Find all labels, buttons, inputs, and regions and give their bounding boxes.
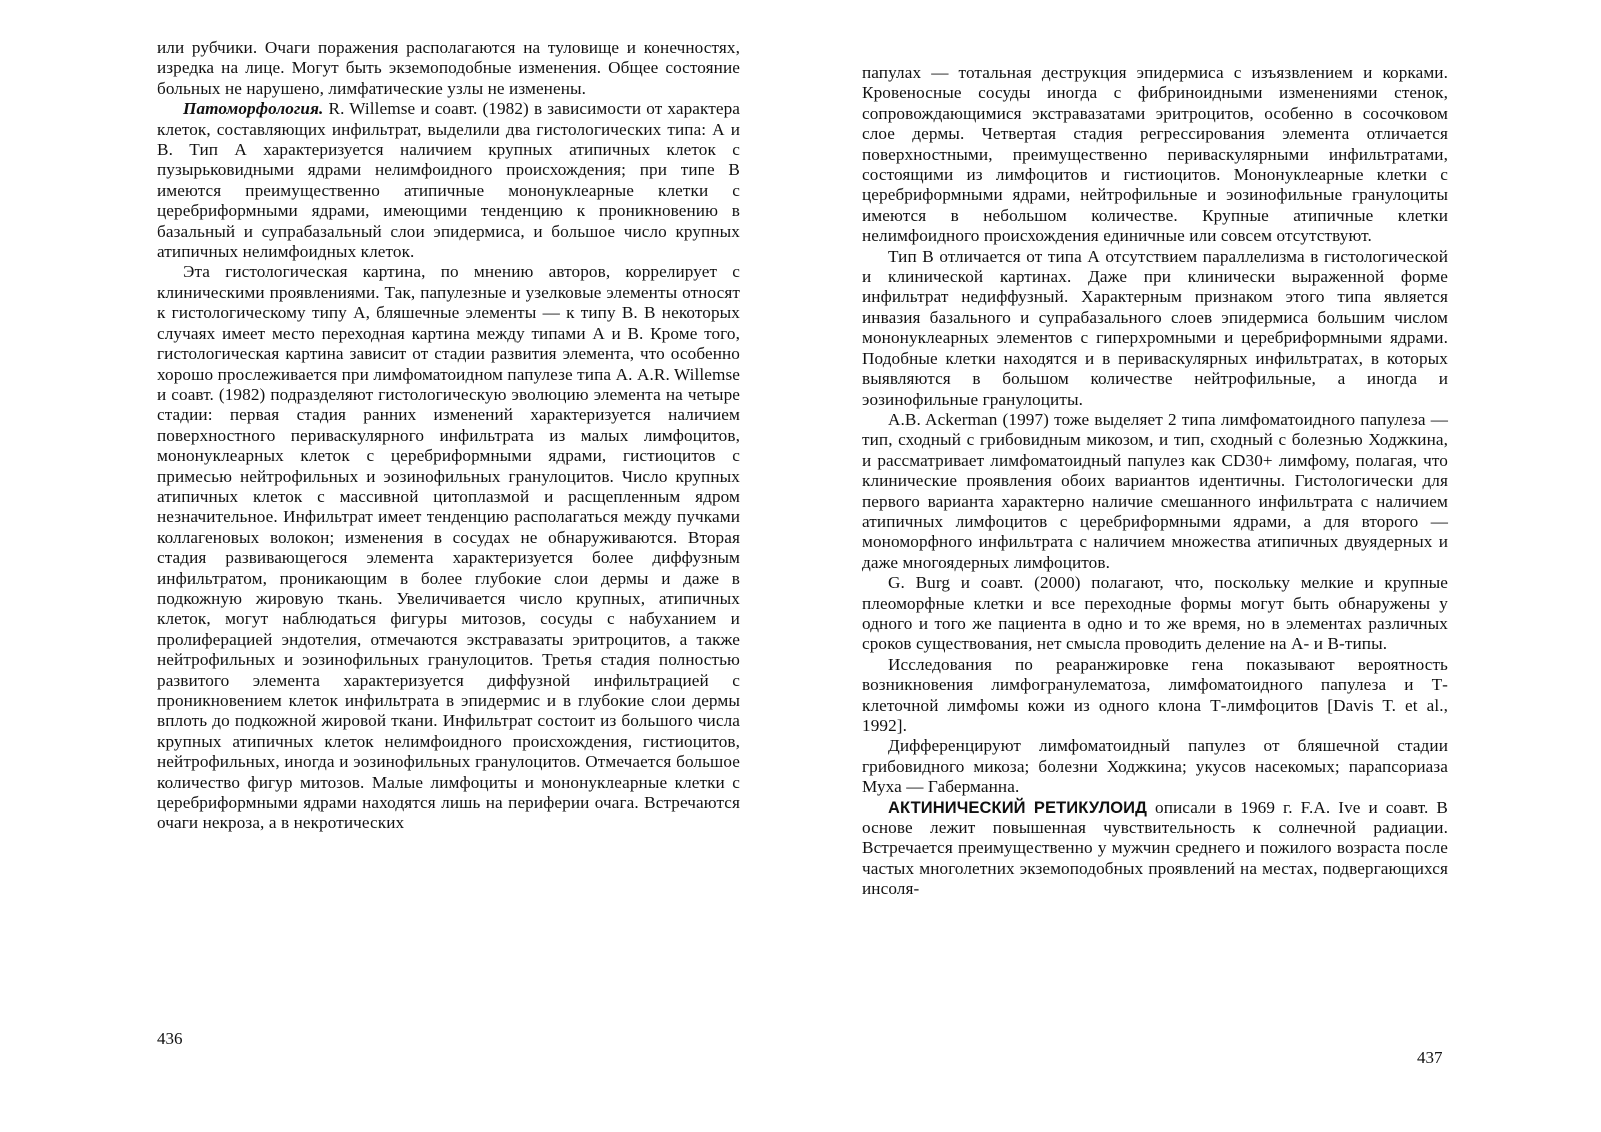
right-paragraph-2: Тип В отличается от типа А отсутствием параллелизма в гистологической и клинической картинах. Даже при клинически выраженной форме инфильтрат недиффузный. Характерным признаком этого типа является инвазия базального и супрабазального слоев эпидермиса большим числом мононуклеарных элементов с гиперхромными и церебриформными ядрами. Подобные клетки находятся и в периваскулярных инфильтратах, в которых выявляются в большом количестве нейтрофильные, а иногда и эозинофильные гранулоциты. <box>862 246 1448 409</box>
left-paragraph-1: или рубчики. Очаги поражения располагаются на туловище и конечностях, изредка на лице. Могут быть экземоподобные изменения. Общее состояние больных не нарушено, лимфатические узлы не изменены. <box>157 38 740 98</box>
section-heading-actinic-reticuloid: АКТИНИЧЕСКИЙ РЕТИКУЛОИД <box>888 798 1147 817</box>
right-paragraph-3: A.B. Ackerman (1997) тоже выделяет 2 типа лимфоматоидного папулеза — тип, сходный с грибовидным микозом, и тип, сходный с болезнью Ходжкина, и рассматривает лимфоматоидный папулез как CD30+ лимфому, полагая, что клинические проявления обоих вариантов идентичны. Гистологически для первого варианта характерно наличие смешанного инфильтрата с наличием атипичных лимфоцитов с церебриформными ядрами, а для второго — мономорфного инфильтрата с наличием множества атипичных двуядерных и даже многоядерных лимфоцитов. <box>862 409 1448 572</box>
left-paragraph-3: Эта гистологическая картина, по мнению авторов, коррелирует с клиническими проявлениями. Так, папулезные и узелковые элементы относят к гистологическому типу А, бляшечные элементы — к типу В. В некоторых случаях имеет место переходная картина между типами А и В. Кроме того, гистологическая картина зависит от стадии развития элемента, что особенно хорошо прослеживается при лимфоматоидном папулезе типа А. A.R. Willemse и соавт. (1982) подразделяют гистологическую эволюцию элемента на четыре стадии: первая стадия ранних изменений характеризуется наличием поверхностного периваскулярного инфильтрата из малых лимфоцитов, мононуклеарных клеток с церебриформными ядрами, гистиоцитов с примесью нейтрофильных и эозинофильных гранулоцитов. Число крупных атипичных клеток с массивной цитоплазмой и расщепленным ядром незначительное. Инфильтрат имеет тенденцию располагаться между пучками коллагеновых волокон; изменения в сосудах не обнаруживаются. Вторая стадия развивающегося элемента характеризуется более диффузным инфильтратом, проникающим в более глубокие слои дермы и даже в подкожную жировую ткань. Увеличивается число крупных, атипичных клеток, могут наблюдаться фигуры митозов, сосуды с набуханием и пролиферацией эндотелия, отмечаются экстравазаты эритроцитов, а также нейтрофильных и эозинофильных гранулоцитов. Третья стадия полностью развитого элемента характеризуется диффузной инфильтрацией с проникновением клеток инфильтрата в эпидермис и в глубокие слои дермы вплоть до подкожной жировой ткани. Инфильтрат состоит из большого числа крупных атипичных клеток нелимфоидного происхождения, гистиоцитов, нейтрофильных, иногда и эозинофильных гранулоцитов. Отмечается большое количество фигур митозов. Малые лимфоциты и мононуклеарные клетки с церебриформными ядрами находятся лишь на периферии очага. Встречаются очаги некроза, а в некротических <box>157 262 740 833</box>
section-runin-heading: Патоморфология. <box>183 99 324 119</box>
page-number-left: 436 <box>157 1029 183 1048</box>
left-page <box>157 38 740 834</box>
left-paragraph-2: Патоморфология. R. Willemse и соавт. (1982) в зависимости от характера клеток, составляющих инфильтрат, выделили два гистологических типа: А и В. Тип А характеризуется наличием крупных атипичных клеток с пузырьковидными ядрами нелимфоидного происхождения; при типе В имеются преимущественно атипичные мононуклеарные клетки с церебриформными ядрами, имеющими тенденцию к проникновению в базальный и супрабазальный слои эпидермиса, и большое число крупных атипичных нелимфоидных клеток. <box>157 99 740 262</box>
page-number-right: 437 <box>1417 1048 1443 1067</box>
right-paragraph-7: АКТИНИЧЕСКИЙ РЕТИКУЛОИД описали в 1969 г. F.A. Ive и соавт. В основе лежит повышенная чувствительность к солнечной радиации. Встречается преимущественно у мужчин среднего и пожилого возраста после частых многолетних экземоподобных проявлений на местах, подвергающихся инсоля- <box>862 797 1448 899</box>
right-page <box>862 63 1448 900</box>
right-paragraph-5: Исследования по реаранжировке гена показывают вероятность возникновения лимфогранулематоза, лимфоматоидного папулеза и Т-клеточной лимфомы кожи из одного клона Т-лимфоцитов [Davis T. et al., 1992]. <box>862 654 1448 735</box>
right-paragraph-1: папулах — тотальная деструкция эпидермиса с изъязвлением и корками. Кровеносные сосуды иногда с фибриноидными изменениями стенок, сопровождающимися экстравазатами эритроцитов, особенно в сосочковом слое дермы. Четвертая стадия регрессирования элемента отличается поверхностными, преимущественно периваскулярными инфильтратами, состоящими из лимфоцитов и гистиоцитов. Мононуклеарные клетки с церебриформными ядрами, нейтрофильные и эозинофильные гранулоциты имеются в небольшом количестве. Крупные атипичные клетки нелимфоидного происхождения единичные или совсем отсутствуют. <box>862 63 1448 246</box>
right-paragraph-4: G. Burg и соавт. (2000) полагают, что, поскольку мелкие и крупные плеоморфные клетки и все переходные формы могут быть обнаружены у одного и того же пациента в одно и то же время, но в элементах различных сроков существования, нет смысла проводить деление на А- и В-типы. <box>862 573 1448 654</box>
right-paragraph-6: Дифференцируют лимфоматоидный папулез от бляшечной стадии грибовидного микоза; болезни Ходжкина; укусов насекомых; парапсориаза Муха — Габерманна. <box>862 736 1448 797</box>
